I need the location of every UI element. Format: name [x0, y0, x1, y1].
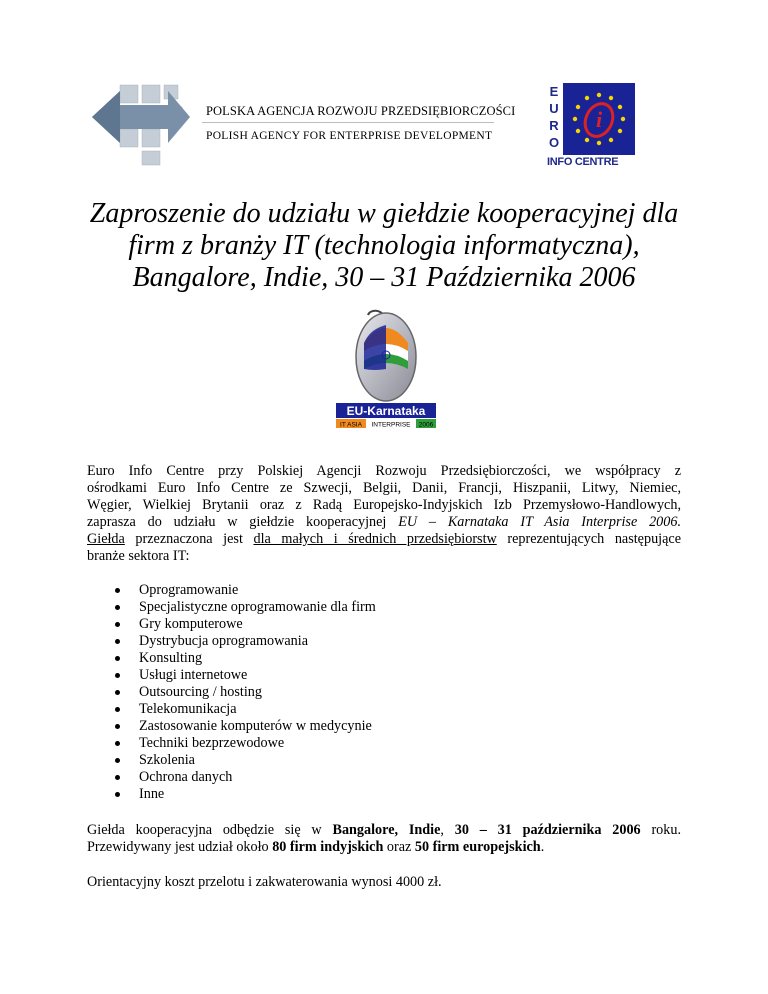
svg-text:IT ASIA: IT ASIA	[340, 421, 362, 429]
list-item: Konsulting	[115, 650, 376, 667]
agency-name-en: POLISH AGENCY FOR ENTERPRISE DEVELOPMENT	[206, 130, 493, 142]
event-details-paragraph: Giełda kooperacyjna odbędzie się w Bangalore, Indie, 30 – 31 października 2006 roku. Przewidywany jest udział około 80 firm indyjskich oraz 50 firm europejskich.	[87, 822, 681, 855]
eu-karnataka-logo	[330, 307, 442, 439]
cost-paragraph: Orientacyjny koszt przelotu i zakwaterowania wynosi 4000 zł.	[87, 874, 442, 890]
parp-logo	[90, 77, 516, 167]
list-item: Ochrona danych	[115, 769, 376, 786]
list-item: Szkolenia	[115, 752, 376, 769]
intro-paragraph: Euro Info Centre przy Polskiej Agencji Rozwoju Przedsiębiorczości, we współpracy z ośrodkami Euro Info Centre ze Szwecji, Belgii, Danii, Francji, Hiszpanii, Litwy, Niemiec, Węgier, Wielkiej Brytanii oraz z Radą Europejsko-Indyjskich Izb Przemysłowo-Handlowych, zaprasza do udziału w giełdzie kooperacyjnej EU – Karnataka IT Asia Interprise 2006. Giełda przeznaczona jest dla małych i średnich przedsiębiorstw reprezentujących następujące branże sektora IT:	[87, 463, 681, 564]
eic-euro-letters: E U R O	[548, 84, 560, 150]
list-item: Dystrybucja oprogramowania	[115, 633, 376, 650]
list-item: Inne	[115, 786, 376, 803]
list-item: Telekomunikacja	[115, 701, 376, 718]
svg-text:INTERPRISE: INTERPRISE	[371, 421, 411, 429]
list-item: Specjalistyczne oprogramowanie dla firm	[115, 599, 376, 616]
list-item: Zastosowanie komputerów w medycynie	[115, 718, 376, 735]
euro-info-centre-logo	[547, 83, 636, 169]
eu-stars-icon	[563, 83, 635, 155]
svg-text:i: i	[595, 107, 603, 132]
agency-name-pl: POLSKA AGENCJA ROZWOJU PRZEDSIĘBIORCZOŚCI	[206, 104, 516, 118]
event-name: EU – Karnataka IT Asia Interprise 2006.	[398, 514, 681, 530]
list-item: Usługi internetowe	[115, 667, 376, 684]
svg-text:EU-Karnataka: EU-Karnataka	[346, 404, 426, 418]
list-item: Gry komputerowe	[115, 616, 376, 633]
list-item: Outsourcing / hosting	[115, 684, 376, 701]
list-item: Techniki bezprzewodowe	[115, 735, 376, 752]
page-title: Zaproszenie do udziału w giełdzie kooperacyjnej dla firm z branży IT (technologia informatyczna), Bangalore, Indie, 30 – 31 Października 2006	[89, 198, 679, 293]
parp-emblem-icon	[90, 77, 200, 167]
target-sme: dla małych i średnich przedsiębiorstw	[253, 531, 497, 547]
list-item: Oprogramowanie	[115, 582, 376, 599]
svg-text:2006: 2006	[418, 421, 434, 429]
logo-divider	[202, 122, 494, 123]
computer-mouse-icon	[330, 307, 442, 439]
eic-emblem	[563, 83, 635, 155]
eic-info-centre-label: INFO CENTRE	[547, 156, 619, 168]
sector-list	[115, 582, 376, 803]
